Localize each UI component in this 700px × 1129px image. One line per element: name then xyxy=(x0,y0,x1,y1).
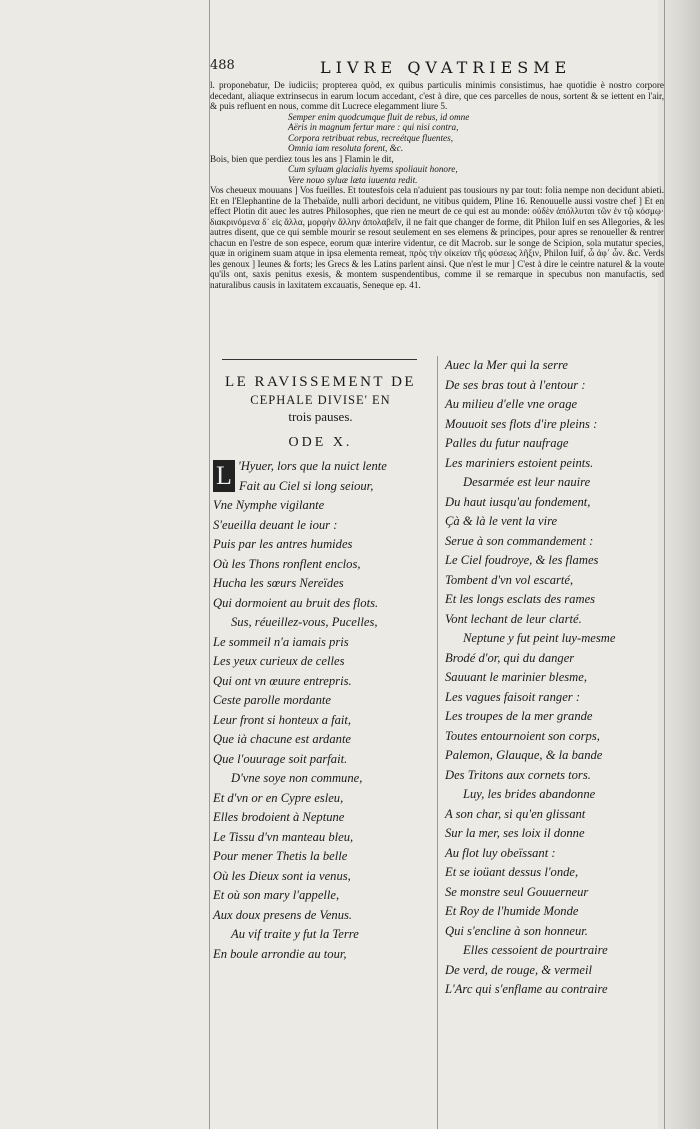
poem-line xyxy=(213,906,428,926)
poem-line: Mouuoit ses flots d'ire pleins : xyxy=(445,416,598,431)
poem-line-text: Et où son mary l'appelle, xyxy=(213,888,340,902)
poem-line-text: Les yeux curieux de celles xyxy=(213,654,345,668)
poem-line xyxy=(213,769,428,789)
poem-line xyxy=(213,730,428,750)
poem-line-text: Et d'vn or en Cypre esleu, xyxy=(213,790,344,805)
poem-line-text: Où les Thons ronflent enclos, xyxy=(213,556,361,571)
poem-line: A son char, si qu'en glissant xyxy=(445,806,586,821)
poem-line xyxy=(213,516,428,536)
poem-line xyxy=(213,691,428,711)
poem-line: Se monstre seul Gouuerneur xyxy=(445,884,589,899)
poem-line: Sauuant le marinier blesme, xyxy=(445,670,588,684)
poem-line xyxy=(213,672,428,692)
poem-line xyxy=(213,847,428,867)
poem-line-text: Le sommeil n'a iamais pris xyxy=(213,634,349,649)
poem-line: Desarmée est leur nauire xyxy=(463,475,591,489)
poem-line: Toutes entournoient son corps, xyxy=(445,728,600,743)
poem-line xyxy=(213,496,428,516)
poem-line: Les mariniers estoient peints. xyxy=(445,455,594,470)
poem-line xyxy=(213,633,428,653)
commentary-block xyxy=(210,80,664,290)
poem-line: L'Arc qui s'enflame au contraire xyxy=(445,982,608,996)
poem-line-text: Hucha les sœurs Nereïdes xyxy=(213,576,344,590)
ode-label: ODE X. xyxy=(288,435,353,450)
poem-line xyxy=(213,574,428,594)
poem-line xyxy=(213,613,428,633)
verse-quote-line: Aëris in magnum fertur mare : qui nisi contra, xyxy=(288,122,459,132)
poem-line-text: S'eueilla deuant le iour : xyxy=(213,517,338,532)
column-divider-rule xyxy=(437,356,438,1129)
poem-title-line-2: CEPHALE DIVISE' EN xyxy=(250,393,391,407)
commentary-paragraph-2: Bois, bien que perdiez tous les ans ] Flamin le dit, xyxy=(210,153,394,164)
poem-line-text: Qui ont vn œuure entrepris. xyxy=(213,673,352,688)
poem-line: Palles du futur naufrage xyxy=(445,436,569,450)
poem-line: De ses bras tout à l'entour : xyxy=(445,377,586,392)
poem-line xyxy=(213,789,428,809)
poem-line: Au flot luy obeïssant : xyxy=(445,845,556,860)
poem-line xyxy=(213,750,428,770)
poem-line xyxy=(213,555,428,575)
poem-line-text: Leur front si honteux a fait, xyxy=(213,712,352,727)
poem-line xyxy=(213,477,428,497)
poem-line: Tombent d'vn vol escarté, xyxy=(445,572,574,587)
poem-line: Neptune y fut peint luy-mesme xyxy=(463,631,616,645)
poem-line: Elles cessoient de pourtraire xyxy=(463,943,608,957)
poem-line-text: Elles brodoient à Neptune xyxy=(213,810,345,824)
poem-line xyxy=(213,594,428,614)
poem-line: Les troupes de la mer grande xyxy=(445,709,593,723)
poem-line-text: Sus, réueillez-vous, Pucelles, xyxy=(231,615,378,629)
poem-left-lines xyxy=(213,457,428,964)
poem-line xyxy=(213,886,428,906)
poem-line-text: Ceste parolle mordante xyxy=(213,693,331,707)
poem-line xyxy=(213,828,428,848)
poem-line: Brodé d'or, qui du danger xyxy=(445,650,575,665)
verse-quote-line: Semper enim quodcumque fluit de rebus, id omne xyxy=(288,111,470,122)
poem-line: Le Ciel foudroye, & les flames xyxy=(445,553,599,567)
poem-line-text: Vne Nymphe vigilante xyxy=(213,498,325,512)
poem-title-line-1: LE RAVISSEMENT DE xyxy=(224,374,417,390)
poem-line: Sur la mer, ses loix il donne xyxy=(445,826,585,840)
poem-line: Palemon, Glauque, & la bande xyxy=(445,748,603,762)
poem-line xyxy=(213,945,428,965)
poem-title-line-3: trois pauses. xyxy=(288,409,353,424)
verse-quote-line: Vere nouo syluæ læta iuuenta redit. xyxy=(288,174,418,185)
poem-left-column xyxy=(213,366,428,964)
poem-line-text: Pour mener Thetis la belle xyxy=(213,849,348,863)
poem-line: Luy, les brides abandonne xyxy=(463,787,596,801)
poem-line-text: Au vif traite y fut la Terre xyxy=(231,927,359,941)
poem-line: Et les longs esclats des rames xyxy=(445,592,596,606)
poem-line: Serue à son commandement : xyxy=(445,533,594,548)
poem-line xyxy=(213,711,428,731)
running-title: LIVRE QVATRIESME xyxy=(320,58,572,77)
poem-line-text: 'Hyuer, lors que la nuict lente xyxy=(238,459,387,473)
poem-line-text: Aux doux presens de Venus. xyxy=(213,907,353,922)
poem-line xyxy=(213,925,428,945)
verse-quote-line: Omnia iam resoluta forent, &c. xyxy=(288,143,404,153)
poem-line xyxy=(213,867,428,887)
poem-line: Et se ioüant dessus l'onde, xyxy=(445,865,579,879)
poem-line: Du haut iusqu'au fondement, xyxy=(445,494,591,509)
commentary-paragraph-1: l. proponebatur, De iudiciis; propterea quòd, ex quibus particulis minimis consistimus, hae quotidie è nostro corpore decedant, aliaque extrinsecus in earum locum accedant, c'est à dire, que ces parcelles de nous, sortent & se iettent en l'air, & puis refluent en nous, comme dit Lucrece elegamment liure 5. xyxy=(210,80,664,111)
poem-line: Qui s'encline à son honneur. xyxy=(445,923,588,938)
drop-cap: L xyxy=(213,460,235,492)
poem-line-text: D'vne soye non commune, xyxy=(231,771,363,785)
poem-line-text: Que l'ouurage soit parfait. xyxy=(213,751,348,766)
section-separator xyxy=(222,359,417,360)
poem-line-text: Où les Dieux sont ia venus, xyxy=(213,868,351,883)
page-number: 488 xyxy=(210,58,235,73)
poem-line xyxy=(213,535,428,555)
right-margin-rule xyxy=(664,0,665,1129)
poem-line: De verd, de rouge, & vermeil xyxy=(445,962,592,977)
poem-line xyxy=(213,652,428,672)
poem-line-text: Puis par les antres humides xyxy=(213,537,353,551)
poem-line-text: Qui dormoient au bruit des flots. xyxy=(213,595,379,610)
page-header xyxy=(210,58,662,80)
poem-line xyxy=(213,808,428,828)
commentary-paragraph-3: Vos cheueux mouuans ] Vos fueilles. Et toutesfois cela n'aduient pas tousiours ny par tout: folia nempe non decidunt abieti. Et en l'Elephantine de la Thebaïde, nulli arbori decidunt, ne vitibus quidem, Pline 16. Renouuelle aussi vostre chef ] Et en effect Plotin dit auec les autres Philosophes, que rien ne meurt de ce qui est au monde: οὐδὲν ἀπόλλυται τῶν ἐν τῷ κόσμῳ· διακρινόμενα δ᾽ εἰς ἄλλα, μορφὴν ἄλλην ἀπολαβεῖν, il ne fait que changer de forme, dit Philon Iuif en ses Allegories, & les autres disent, que ce qui semble mourir se resout seulement en ses elemens & principes, pour apres se renoueller & rentrer chacun en l'estre de son espece, eorum quæ interire videntur, ce dit Macrob. sur le songe de Scipion, sola mutatur species, quæ in originem suam atque in ipsa elementa remeat, πρὸς τὴν οἰκείαν τῆς φύσεως λῆξιν, Philon Iuif, ὦ ἀφ᾽ ὧν. &c. Verds les genoux ] Ieunes & forts; les Grecs & les Latins parlent ainsi. Que n'est le mur ] C'est à dire le ceintre naturel & la voute qu'ils ont, saxis penitus exesis, & montem suspendentibus, comme il se remarque in specubus non manufactis, sed naturalibus causis in laxitatem excauatis, Seneque ep. 41. xyxy=(210,185,664,290)
poem-line: Des Tritons aux cornets tors. xyxy=(445,767,591,782)
poem-line-text: Le Tissu d'vn manteau bleu, xyxy=(213,829,354,844)
poem-line: Au milieu d'elle vne orage xyxy=(445,397,578,411)
poem-line-text: Que ià chacune est ardante xyxy=(213,732,352,746)
verse-quote-line: Cum syluam glacialis hyems spoliauit honore, xyxy=(288,164,458,174)
verse-quote-line: Corpora retribuat rebus, recreétque fluentes, xyxy=(288,132,454,143)
poem-right-column xyxy=(445,356,660,1000)
poem-line-text: En boule arrondie au tour, xyxy=(213,946,347,961)
poem-line: Çà & là le vent la vire xyxy=(445,514,558,528)
poem-right-lines xyxy=(445,356,660,1000)
poem-line: Les vagues faisoit ranger : xyxy=(445,689,581,704)
poem-line: Auec la Mer qui la serre xyxy=(445,358,568,372)
poem-line: Vont lechant de leur clarté. xyxy=(445,611,582,626)
poem-line-text: Fait au Ciel si long seiour, xyxy=(239,478,374,493)
poem-line: Et Roy de l'humide Monde xyxy=(445,904,579,918)
